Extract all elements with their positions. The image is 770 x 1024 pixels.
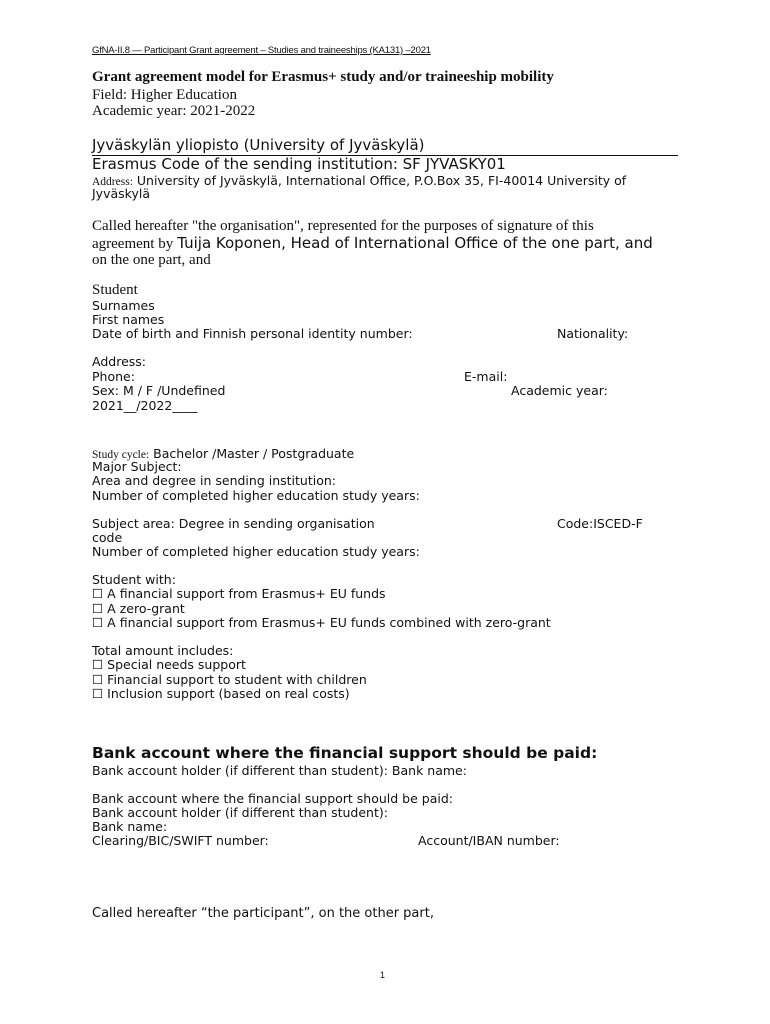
phone-field: Phone: (92, 369, 135, 384)
code-word: code (92, 530, 123, 545)
participant-line: Called hereafter “the participant”, on the other part, (92, 906, 434, 921)
total-amount-option[interactable]: ☐ Inclusion support (based on real costs) (92, 686, 350, 701)
address-field: Address: (92, 354, 146, 369)
document-header-note: GfNA-II.8 — Participant Grant agreement – Studies and traineeships (KA131) –2021 (92, 45, 431, 56)
organisation-line-2 (92, 234, 653, 253)
dob-field: Date of birth and Finnish personal identity number: (92, 326, 413, 341)
address-label: Address: (92, 176, 133, 188)
first-names-field: First names (92, 312, 165, 327)
representative-text: Tuija Koponen, Head of International Office of the one part, and (177, 234, 653, 252)
student-with-option[interactable]: ☐ A financial support from Erasmus+ EU funds combined with zero-grant (92, 615, 551, 630)
swift-field: Clearing/BIC/SWIFT number: (92, 833, 269, 848)
major-subject-field: Major Subject: (92, 459, 182, 474)
email-field: E-mail: (464, 369, 508, 384)
academic-year-line: Academic year: 2021-2022 (92, 103, 256, 119)
nationality-field: Nationality: (557, 326, 629, 341)
study-cycle-label: Study cycle: (92, 449, 150, 461)
completed-years-field-2: Number of completed higher education study years: (92, 544, 420, 559)
institution-name: Jyväskylän yliopisto (University of Jyväskylä) (92, 136, 425, 154)
total-amount-option[interactable]: ☐ Special needs support (92, 657, 246, 672)
total-amount-option[interactable]: ☐ Financial support to student with children (92, 672, 367, 687)
organisation-line-3: on the one part, and (92, 252, 211, 268)
subject-area-field: Subject area: Degree in sending organisation (92, 516, 375, 531)
bank-account-heading: Bank account where the financial support should be paid: (92, 744, 598, 762)
document-title: Grant agreement model for Erasmus+ study and/or traineeship mobility (92, 69, 554, 85)
student-with-option[interactable]: ☐ A financial support from Erasmus+ EU funds (92, 586, 386, 601)
student-academic-year-label: Academic year: (511, 383, 608, 398)
student-heading: Student (92, 282, 138, 298)
completed-years-field-1: Number of completed higher education study years: (92, 488, 420, 503)
surnames-field: Surnames (92, 298, 155, 313)
bank-account-where: Bank account where the financial support should be paid: (92, 791, 453, 806)
bank-account-holder: Bank account holder (if different than student): (92, 805, 388, 820)
organisation-line-1: Called hereafter "the organisation", represented for the purposes of signature of this (92, 218, 594, 234)
sex-field: Sex: M / F /Undefined (92, 383, 226, 398)
address-line-1: University of Jyväskylä, International Office, P.O.Box 35, FI-40014 University of (136, 173, 627, 188)
study-cycle-value: Bachelor /Master / Postgraduate (153, 446, 355, 461)
bank-holder-bankname: Bank account holder (if different than student): Bank name: (92, 763, 467, 778)
area-degree-field: Area and degree in sending institution: (92, 473, 337, 488)
isced-code-label: Code:ISCED-F (557, 516, 643, 531)
student-with-heading: Student with: (92, 572, 176, 587)
iban-field: Account/IBAN number: (418, 833, 560, 848)
field-line: Field: Higher Education (92, 87, 237, 103)
page-number: 1 (380, 970, 386, 980)
student-academic-year-value: 2021__/2022____ (92, 398, 198, 413)
erasmus-code: Erasmus Code of the sending institution: SF JYVASKY01 (92, 155, 506, 173)
institution-address (92, 172, 626, 190)
agreement-by-text: agreement by (92, 236, 174, 252)
bank-name-field: Bank name: (92, 819, 168, 834)
student-with-option[interactable]: ☐ A zero-grant (92, 601, 185, 616)
address-line-2: Jyväskylä (92, 186, 150, 201)
total-amount-heading: Total amount includes: (92, 643, 234, 658)
